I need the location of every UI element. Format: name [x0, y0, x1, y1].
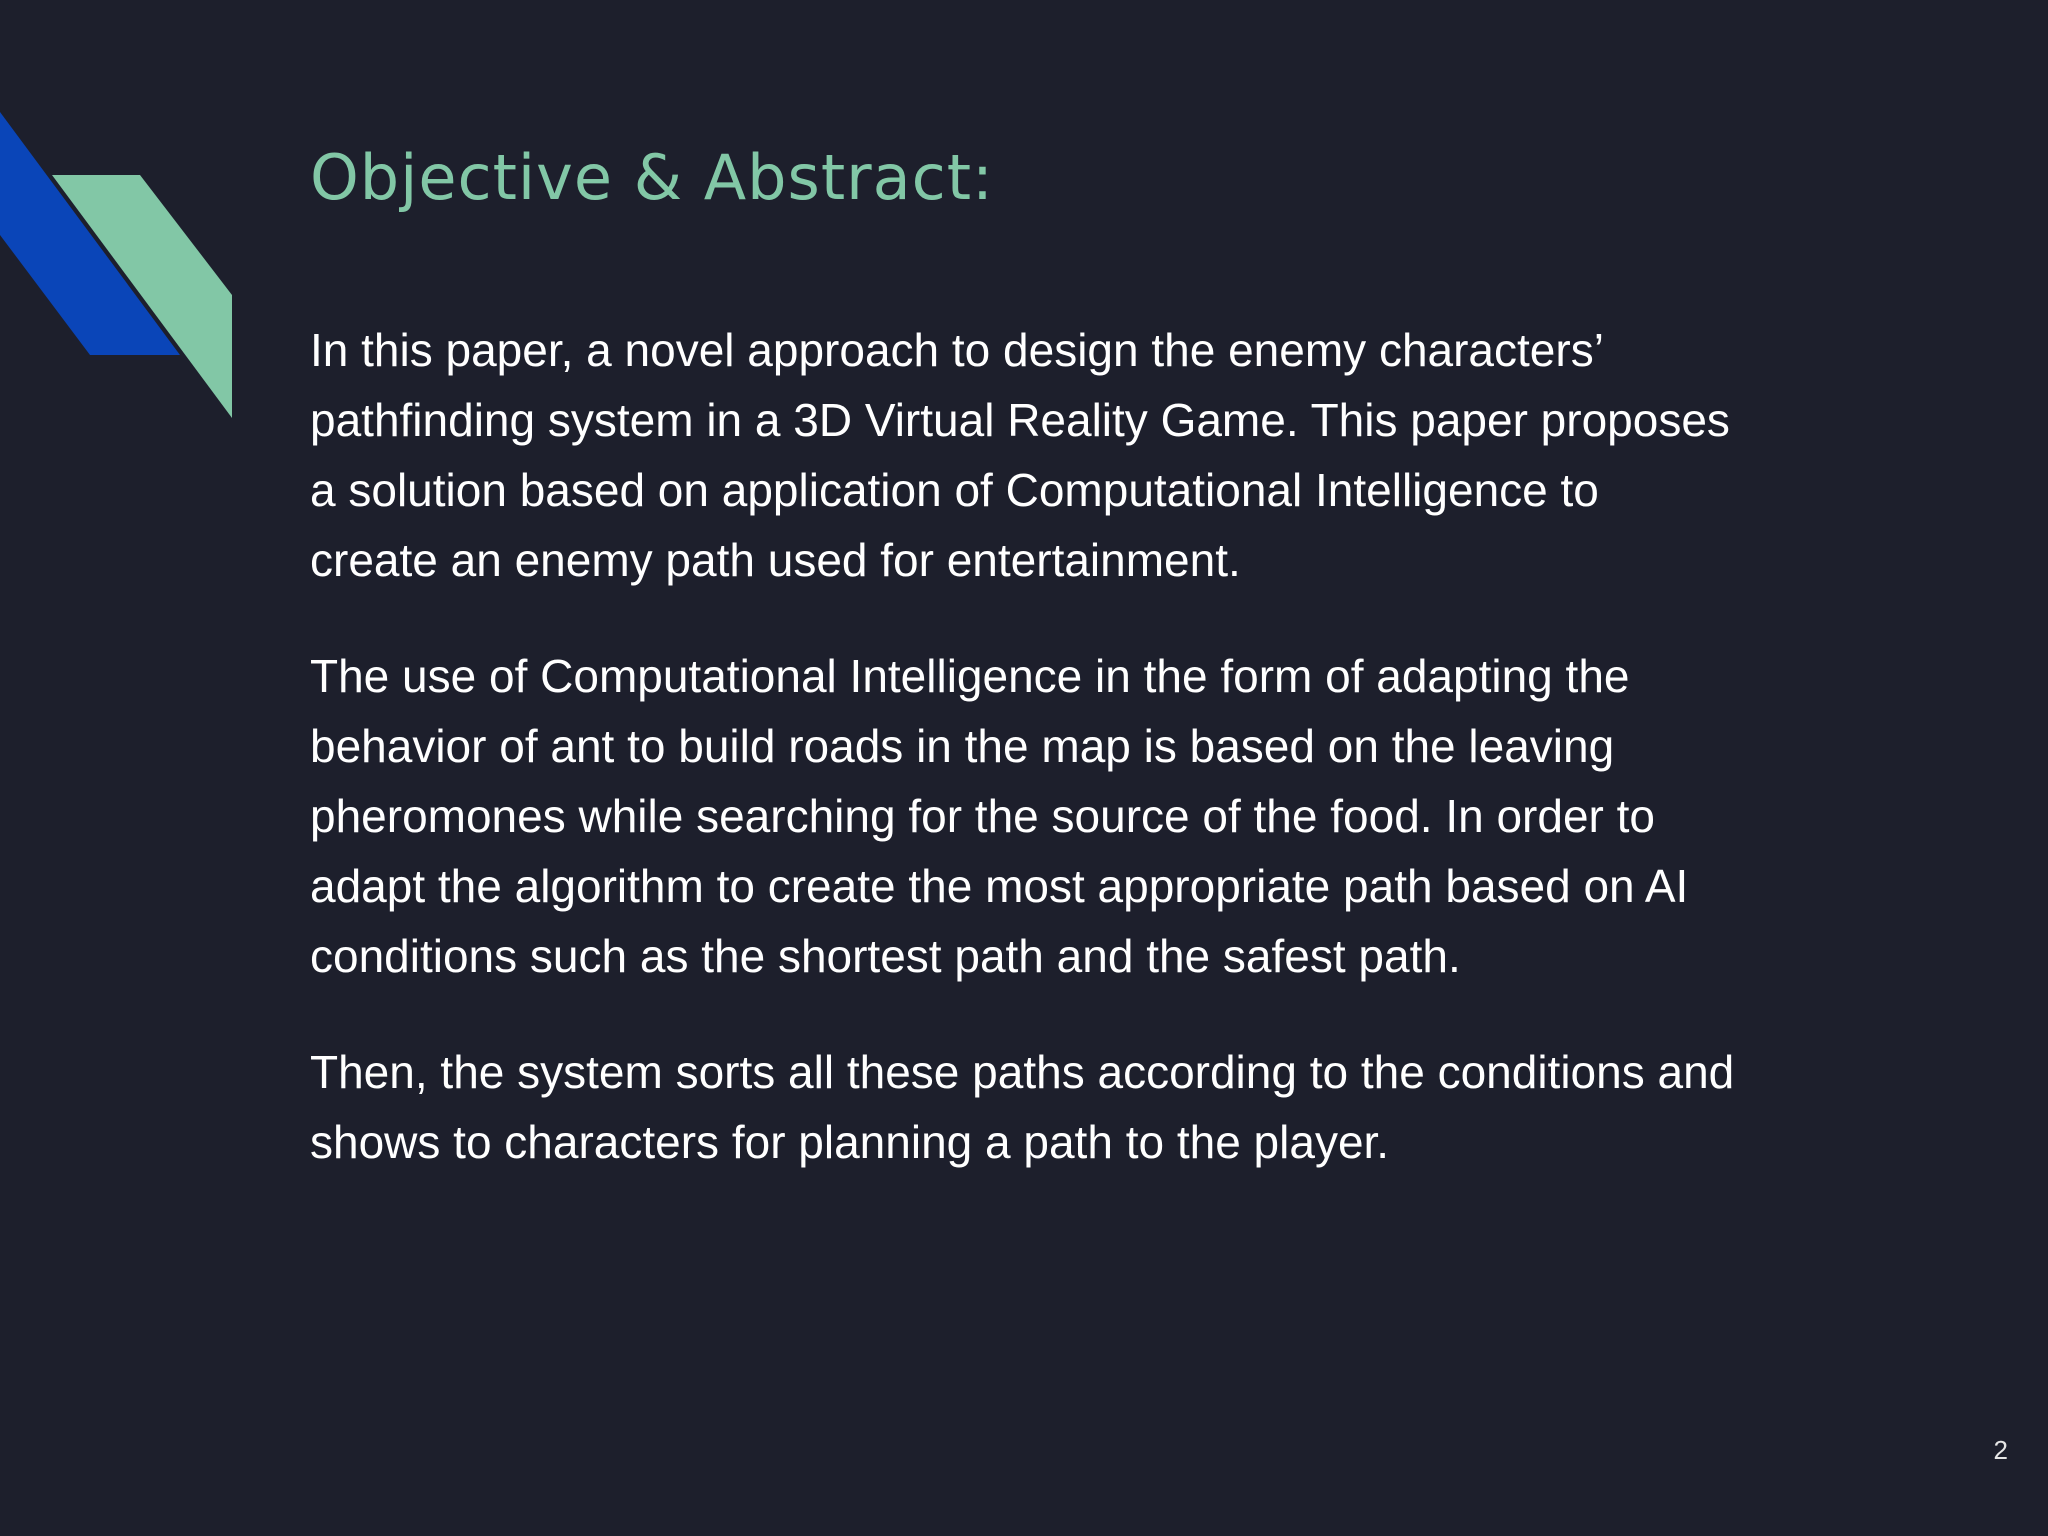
abstract-body [310, 315, 1910, 1223]
abstract-paragraph: In this paper, a novel approach to design the enemy characters’ pathfinding system in a 3D Virtual Reality Game. This paper proposes a solution based on application of Computational Intelligence to create an enemy path used for entertainment. [310, 324, 1730, 586]
abstract-paragraph: The use of Computational Intelligence in the form of adapting the behavior of ant to build roads in the map is based on the leaving pheromones while searching for the source of the food. In order to adapt the algorithm to create the most appropriate path based on AI conditions such as the shortest path and the safest path. [310, 650, 1689, 982]
abstract-paragraph: Then, the system sorts all these paths according to the conditions and shows to characters for planning a path to the player. [310, 1046, 1735, 1168]
corner-decoration [0, 0, 240, 430]
slide-title: Objective & Abstract: [310, 141, 994, 214]
page-number: 2 [1993, 1435, 2008, 1465]
